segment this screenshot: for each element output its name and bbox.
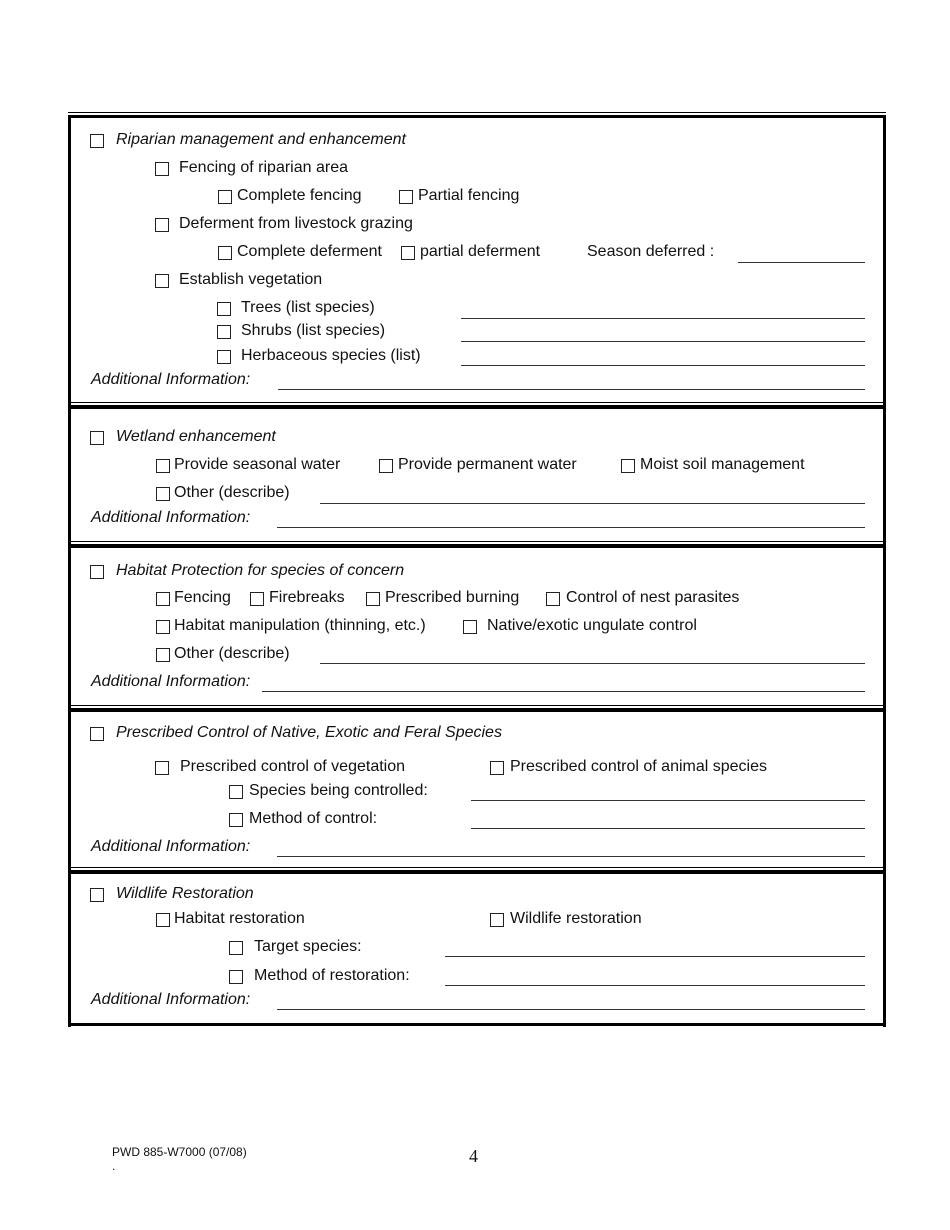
wildlife-restoration-checkbox[interactable] <box>490 913 504 927</box>
frame-left-border <box>68 115 71 1027</box>
habitat-fencing-checkbox[interactable] <box>156 592 170 606</box>
restoration-additional-field[interactable] <box>277 1009 865 1010</box>
season-deferred-field[interactable] <box>738 262 865 263</box>
prescribed-additional-label: Additional Information: <box>91 838 251 855</box>
habitat-additional-label: Additional Information: <box>91 673 251 690</box>
wildlife-restoration-label: Wildlife restoration <box>510 910 642 927</box>
target-species-checkbox[interactable] <box>229 941 243 955</box>
shrubs-field[interactable] <box>461 341 865 342</box>
target-species-field[interactable] <box>445 956 865 957</box>
riparian-checkbox[interactable] <box>90 134 104 148</box>
herbaceous-field[interactable] <box>461 365 865 366</box>
section-divider <box>68 405 886 409</box>
permanent-water-checkbox[interactable] <box>379 459 393 473</box>
wetland-other-field[interactable] <box>320 503 865 504</box>
section-divider <box>68 870 886 874</box>
frame-top-rule <box>68 112 886 113</box>
shrubs-checkbox[interactable] <box>217 325 231 339</box>
animal-control-checkbox[interactable] <box>490 761 504 775</box>
season-deferred-label: Season deferred : <box>587 243 715 260</box>
habitat-manipulation-checkbox[interactable] <box>156 620 170 634</box>
habitat-fencing-label: Fencing <box>174 589 231 606</box>
complete-fencing-label: Complete fencing <box>237 187 362 204</box>
section-divider <box>68 867 886 868</box>
firebreaks-checkbox[interactable] <box>250 592 264 606</box>
habitat-other-label: Other (describe) <box>174 645 290 662</box>
prescribed-checkbox[interactable] <box>90 727 104 741</box>
habitat-restoration-label: Habitat restoration <box>174 910 305 927</box>
seasonal-water-checkbox[interactable] <box>156 459 170 473</box>
wetland-other-checkbox[interactable] <box>156 487 170 501</box>
habitat-other-checkbox[interactable] <box>156 648 170 662</box>
establish-vegetation-label: Establish vegetation <box>179 271 323 288</box>
frame-top-rule-thick <box>68 115 886 118</box>
frame-bottom-rule <box>68 1023 886 1026</box>
deferment-checkbox[interactable] <box>155 218 169 232</box>
species-controlled-label: Species being controlled: <box>249 782 428 799</box>
wetland-checkbox[interactable] <box>90 431 104 445</box>
section-divider <box>68 541 886 542</box>
section-divider <box>68 544 886 548</box>
trees-checkbox[interactable] <box>217 302 231 316</box>
partial-fencing-label: Partial fencing <box>418 187 520 204</box>
firebreaks-label: Firebreaks <box>269 589 345 606</box>
wetland-title: Wetland enhancement <box>116 428 276 445</box>
nest-parasites-checkbox[interactable] <box>546 592 560 606</box>
section-divider <box>68 708 886 712</box>
shrubs-label: Shrubs (list species) <box>241 322 386 339</box>
wetland-additional-label: Additional Information: <box>91 509 251 526</box>
footer-dot: . <box>112 1159 116 1173</box>
riparian-title: Riparian management and enhancement <box>116 131 406 148</box>
ungulate-control-label: Native/exotic ungulate control <box>487 617 697 634</box>
habitat-other-field[interactable] <box>320 663 865 664</box>
nest-parasites-label: Control of nest parasites <box>566 589 740 606</box>
herbaceous-label: Herbaceous species (list) <box>241 347 421 364</box>
section-divider <box>68 705 886 706</box>
permanent-water-label: Provide permanent water <box>398 456 577 473</box>
page-number: 4 <box>469 1146 478 1166</box>
partial-fencing-checkbox[interactable] <box>399 190 413 204</box>
animal-control-label: Prescribed control of animal species <box>510 758 768 775</box>
species-controlled-field[interactable] <box>471 800 865 801</box>
moist-soil-label: Moist soil management <box>640 456 805 473</box>
frame-right-border <box>883 115 886 1027</box>
moist-soil-checkbox[interactable] <box>621 459 635 473</box>
establish-vegetation-checkbox[interactable] <box>155 274 169 288</box>
wetland-additional-field[interactable] <box>277 527 865 528</box>
restoration-additional-label: Additional Information: <box>91 991 251 1008</box>
fencing-riparian-checkbox[interactable] <box>155 162 169 176</box>
habitat-title: Habitat Protection for species of concern <box>116 562 405 579</box>
method-control-field[interactable] <box>471 828 865 829</box>
prescribed-burning-label: Prescribed burning <box>385 589 520 606</box>
vegetation-control-checkbox[interactable] <box>155 761 169 775</box>
riparian-additional-field[interactable] <box>278 389 865 390</box>
trees-label: Trees (list species) <box>241 299 375 316</box>
method-restoration-field[interactable] <box>445 985 865 986</box>
complete-fencing-checkbox[interactable] <box>218 190 232 204</box>
ungulate-control-checkbox[interactable] <box>463 620 477 634</box>
partial-deferment-checkbox[interactable] <box>401 246 415 260</box>
wetland-other-label: Other (describe) <box>174 484 290 501</box>
habitat-checkbox[interactable] <box>90 565 104 579</box>
section-divider <box>68 402 886 403</box>
method-control-label: Method of control: <box>249 810 378 827</box>
method-restoration-label: Method of restoration: <box>254 967 410 984</box>
restoration-checkbox[interactable] <box>90 888 104 902</box>
prescribed-additional-field[interactable] <box>277 856 865 857</box>
method-restoration-checkbox[interactable] <box>229 970 243 984</box>
habitat-additional-field[interactable] <box>262 691 865 692</box>
complete-deferment-checkbox[interactable] <box>218 246 232 260</box>
riparian-additional-label: Additional Information: <box>91 371 251 388</box>
complete-deferment-label: Complete deferment <box>237 243 382 260</box>
herbaceous-checkbox[interactable] <box>217 350 231 364</box>
trees-field[interactable] <box>461 318 865 319</box>
restoration-title: Wildlife Restoration <box>116 885 254 902</box>
species-controlled-checkbox[interactable] <box>229 785 243 799</box>
form-id: PWD 885-W7000 (07/08) <box>112 1145 247 1159</box>
habitat-restoration-checkbox[interactable] <box>156 913 170 927</box>
method-control-checkbox[interactable] <box>229 813 243 827</box>
prescribed-burning-checkbox[interactable] <box>366 592 380 606</box>
target-species-label: Target species: <box>254 938 362 955</box>
seasonal-water-label: Provide seasonal water <box>174 456 341 473</box>
deferment-label: Deferment from livestock grazing <box>179 215 413 232</box>
fencing-riparian-label: Fencing of riparian area <box>179 159 348 176</box>
partial-deferment-label: partial deferment <box>420 243 541 260</box>
prescribed-title: Prescribed Control of Native, Exotic and Feral Species <box>116 724 502 741</box>
vegetation-control-label: Prescribed control of vegetation <box>180 758 406 775</box>
habitat-manipulation-label: Habitat manipulation (thinning, etc.) <box>174 617 426 634</box>
